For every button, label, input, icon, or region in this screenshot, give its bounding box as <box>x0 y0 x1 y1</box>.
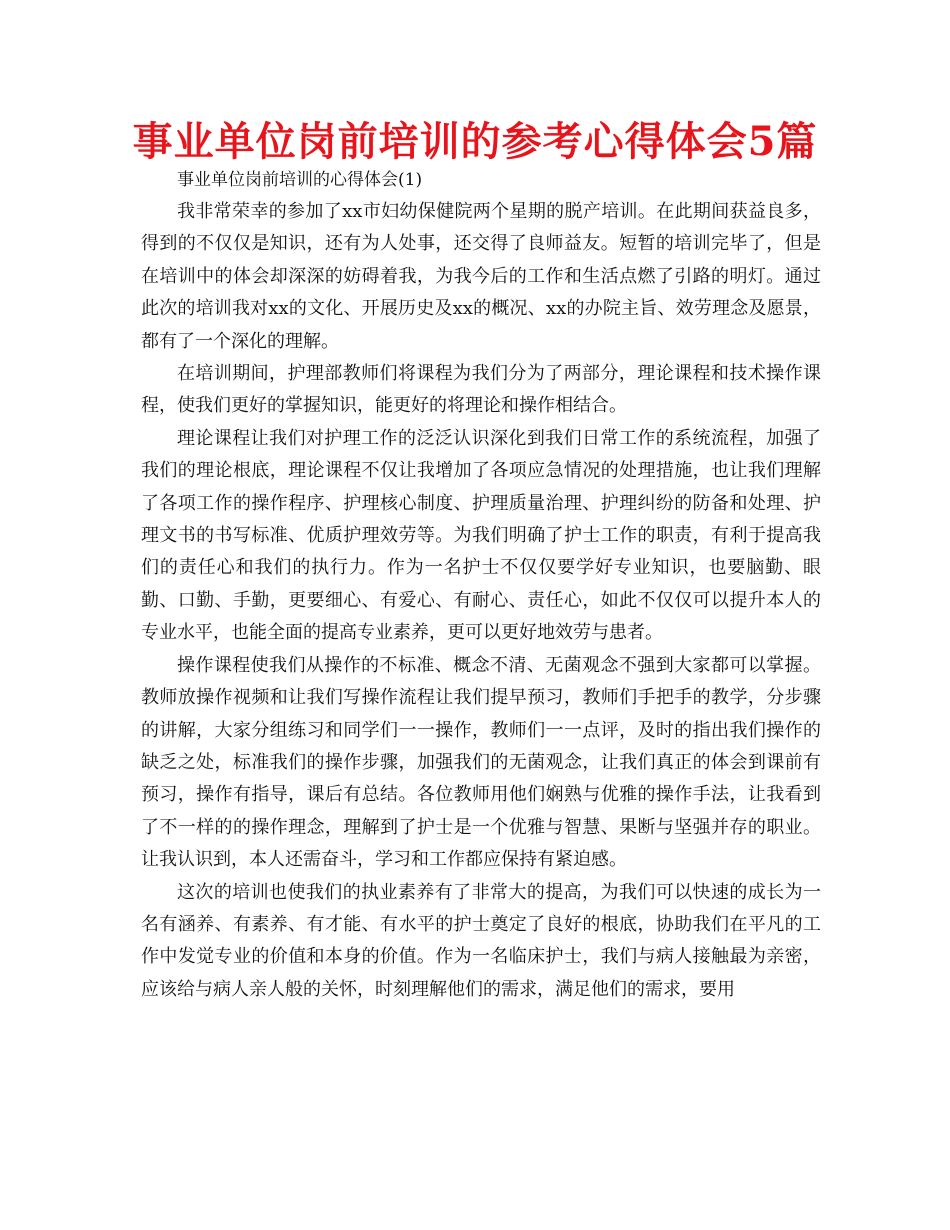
paragraph-5: 这次的培训也使我们的执业素养有了非常大的提高，为我们可以快速的成长为一名有涵养、有素养、有才能、有水平的护士奠定了良好的根底，协助我们在平凡的工作中发觉专业的价值和本身的价值。作为一名临床护士，我们与病人接触最为亲密，应该给与病人亲人般的关怀，时刻理解他们的需求，满足他们的需求，要用 <box>141 881 821 1000</box>
paragraph-1: 我非常荣幸的参加了xx市妇幼保健院两个星期的脱产培训。在此期间获益良多，得到的不仅仅是知识，还有为人处事，还交得了良师益友。短暂的培训完毕了，但是在培训中的体会却深深的妨碍着我，为我今后的工作和生活点燃了引路的明灯。通过此次的培训我对xx的文化、开展历史及xx的概况、xx的办院主旨、效劳理念及愿景，都有了一个深化的理解。 <box>141 201 821 352</box>
section-heading: 事业单位岗前培训的心得体会(1) <box>177 170 423 190</box>
document-title: 事业单位岗前培训的参考心得体会5篇 <box>132 118 818 165</box>
paragraph-4: 操作课程使我们从操作的不标准、概念不清、无菌观念不强到大家都可以掌握。教师放操作视频和让我们写操作流程让我们提早预习，教师们手把手的教学，分步骤的讲解，大家分组练习和同学们一一操作，教师们一一点评，及时的指出我们操作的缺乏之处，标准我们的操作步骤，加强我们的无菌观念，让我们真正的体会到课前有预习，操作有指导，课后有总结。各位教师用他们娴熟与优雅的操作手法，让我看到了不一样的的操作理念，理解到了护士是一个优雅与智慧、果断与坚强并存的职业。让我认识到，本人还需奋斗，学习和工作都应保持有紧迫感。 <box>141 654 821 871</box>
document-body <box>141 164 821 1006</box>
paragraph-3: 理论课程让我们对护理工作的泛泛认识深化到我们日常工作的系统流程，加强了我们的理论根底，理论课程不仅让我增加了各项应急情况的处理措施，也让我们理解了各项工作的操作程序、护理核心制度、护理质量治理、护理纠纷的防备和处理、护理文书的书写标准、优质护理效劳等。为我们明确了护士工作的职责，有利于提高我们的责任心和我们的执行力。作为一名护士不仅仅要学好专业知识，也要脑勤、眼勤、口勤、手勤，更要细心、有爱心、有耐心、责任心，如此不仅仅可以提升本人的专业水平，也能全面的提高专业素养，更可以更好地效劳与患者。 <box>141 427 821 644</box>
paragraph-2: 在培训期间，护理部教师们将课程为我们分为了两部分，理论课程和技术操作课程，使我们更好的掌握知识，能更好的将理论和操作相结合。 <box>141 363 821 417</box>
